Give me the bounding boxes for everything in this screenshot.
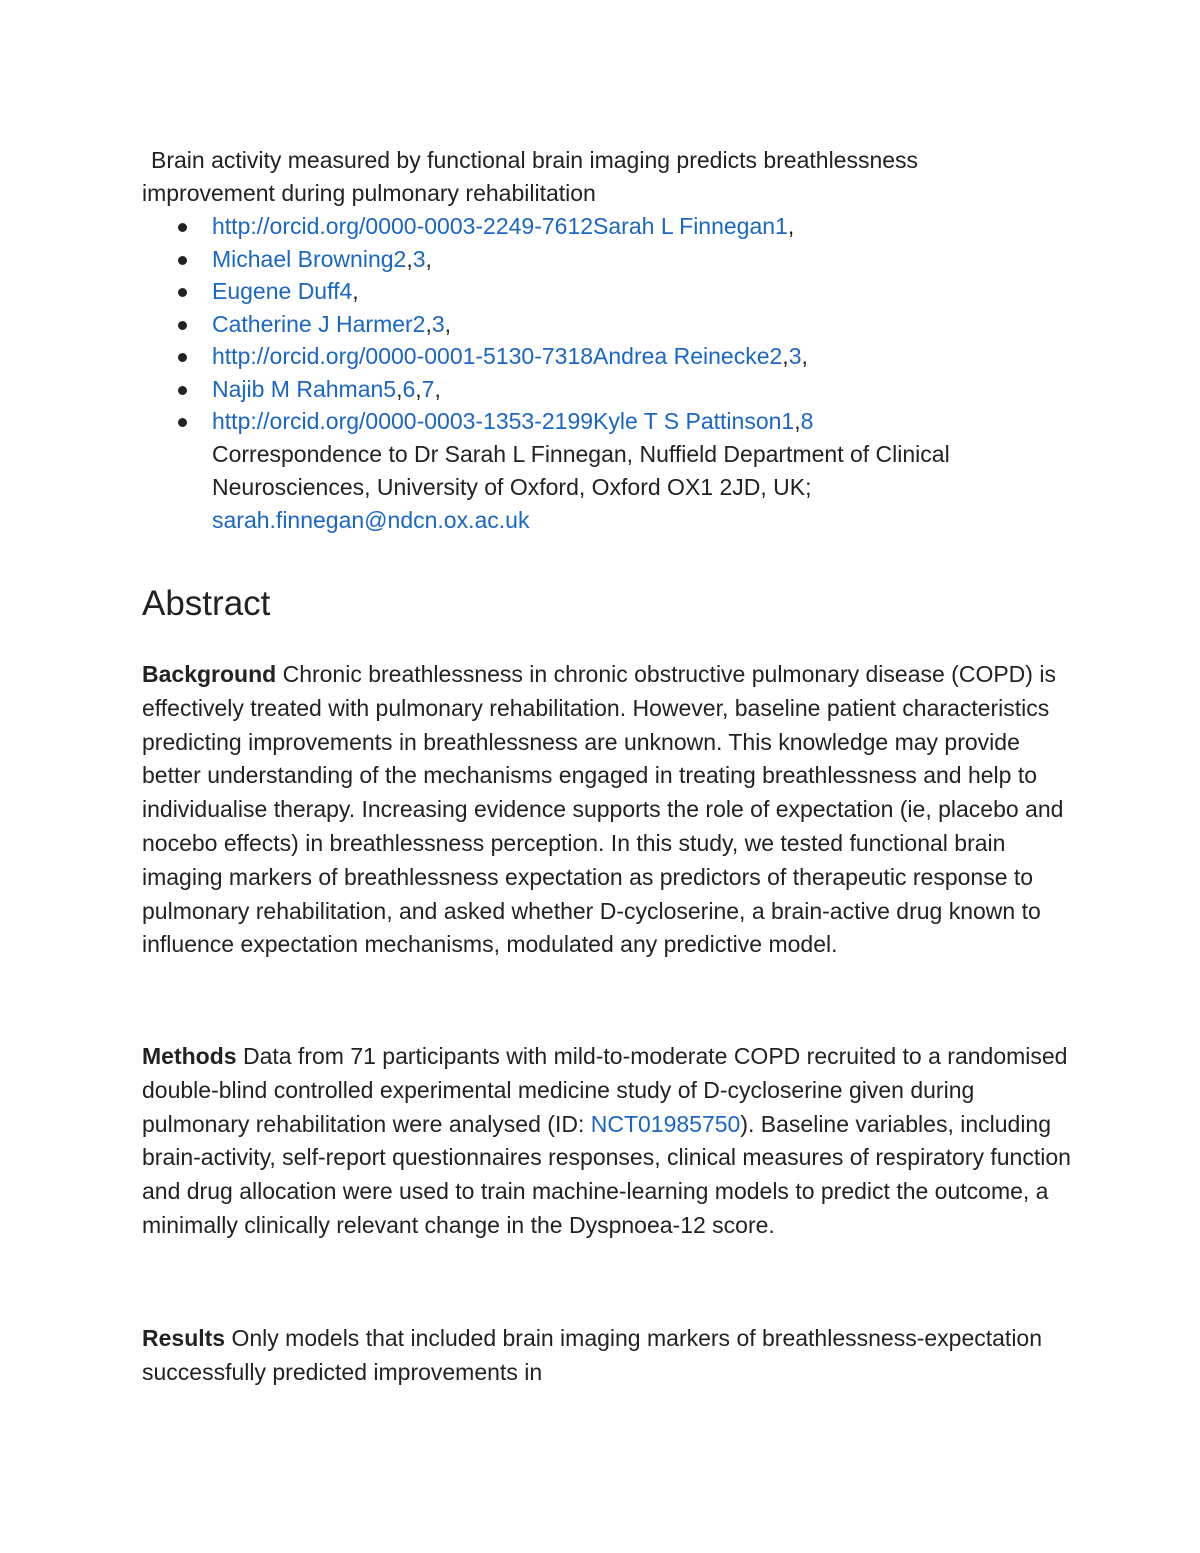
- affiliation-link[interactable]: 8: [800, 408, 814, 434]
- author-link[interactable]: http://orcid.org/0000-0003-2249-7612Sarah L Finnegan1: [212, 213, 788, 239]
- author-item: [142, 243, 1072, 276]
- affiliation-link[interactable]: 3: [412, 245, 426, 272]
- abstract-heading: Abstract: [142, 584, 271, 623]
- background-text: Chronic breathlessness in chronic obstructive pulmonary disease (COPD) is effectively treated with pulmonary rehabilitation. However, baseline patient characteristics predicting improvements in breathlessness are unknown. This knowledge may provide better understanding of the mechanisms engaged in treating breathlessness and help to individualise therapy. Increasing evidence supports the role of expectation (ie, placebo and nocebo effects) in breathlessness perception. In this study, we tested functional brain imaging markers of breathlessness expectation as predictors of therapeutic response to pulmonary rehabilitation, and asked whether D-cycloserine, a brain-active drug known to influence expectation mechanisms, modulated any predictive model.: [142, 661, 1064, 958]
- author-link[interactable]: http://orcid.org/0000-0001-5130-7318Andrea Reinecke2: [212, 343, 783, 369]
- author-link[interactable]: Michael Browning2: [212, 245, 407, 272]
- author-sep: ,: [794, 408, 801, 434]
- author-suffix: ,: [444, 310, 452, 337]
- bullet-icon: [178, 353, 187, 362]
- email-link[interactable]: sarah.finnegan@ndcn.ox.ac.uk: [212, 506, 530, 533]
- bullet-icon: [178, 321, 187, 330]
- results-paragraph: [142, 1322, 1082, 1390]
- author-item: [142, 405, 1072, 438]
- author-sep: ,: [396, 375, 403, 402]
- header-block: [142, 144, 1072, 537]
- author-sep: ,: [406, 245, 413, 272]
- methods-paragraph: [142, 1040, 1082, 1243]
- bullet-icon: [178, 386, 187, 395]
- author-suffix: ,: [801, 343, 808, 369]
- results-label: Results: [142, 1325, 226, 1351]
- title-line-2: improvement during pulmonary rehabilitation: [142, 180, 596, 206]
- author-item: [142, 210, 1072, 243]
- correspondence: [142, 438, 1072, 537]
- bullet-icon: [178, 288, 187, 297]
- author-suffix: ,: [434, 375, 441, 402]
- author-item: [142, 373, 1072, 406]
- author-link[interactable]: Najib M Rahman5: [212, 375, 397, 402]
- trial-id-link[interactable]: NCT01985750: [590, 1110, 741, 1137]
- bullet-icon: [178, 418, 187, 427]
- methods-text-before: Data from 71 participants with mild-to-moderate COPD recruited to a randomised double-blind controlled experimental medicine study of D-cycloserine given during pulmonary rehabilitation were analysed (ID:: [142, 1043, 1068, 1137]
- bullet-icon: [178, 256, 187, 265]
- author-link[interactable]: Catherine J Harmer2: [212, 310, 426, 337]
- author-link[interactable]: http://orcid.org/0000-0003-1353-2199Kyle T S Pattinson1: [212, 408, 795, 434]
- affiliation-link[interactable]: 7: [421, 375, 435, 402]
- author-suffix: ,: [425, 245, 432, 272]
- author-suffix: ,: [787, 213, 795, 239]
- bullet-icon: [178, 223, 187, 232]
- author-list: [142, 210, 1072, 438]
- title-line-1: Brain activity measured by functional brain imaging predicts breathlessness: [151, 147, 919, 173]
- author-sep: ,: [415, 375, 422, 402]
- author-sep: ,: [782, 343, 789, 369]
- article-title: [142, 144, 1072, 210]
- affiliation-link[interactable]: 3: [788, 343, 802, 369]
- methods-text-after: ). Baseline variables, including brain-activity, self-report questionnaires responses, clinical measures of respiratory function and drug allocation were used to train machine-learning models to predict the outcome, a minimally clinically relevant change in the Dyspnoea-12 score.: [142, 1110, 1071, 1238]
- background-paragraph: [142, 658, 1082, 962]
- results-text: Only models that included brain imaging markers of breathlessness-expectation successfully predicted improvements in: [142, 1325, 1043, 1385]
- correspondence-line-1: Correspondence to Dr Sarah L Finnegan, Nuffield Department of Clinical: [212, 440, 950, 467]
- affiliation-link[interactable]: 6: [402, 375, 416, 402]
- affiliation-link[interactable]: 3: [431, 310, 445, 337]
- background-label: Background: [142, 661, 277, 687]
- correspondence-line-2: Neurosciences, University of Oxford, Oxford OX1 2JD, UK;: [212, 473, 812, 500]
- author-item: [142, 340, 1072, 373]
- author-item: [142, 308, 1072, 341]
- author-link[interactable]: Eugene Duff4: [212, 278, 353, 304]
- methods-label: Methods: [142, 1043, 237, 1069]
- author-suffix: ,: [352, 278, 359, 304]
- author-item: [142, 275, 1072, 308]
- author-sep: ,: [425, 310, 432, 337]
